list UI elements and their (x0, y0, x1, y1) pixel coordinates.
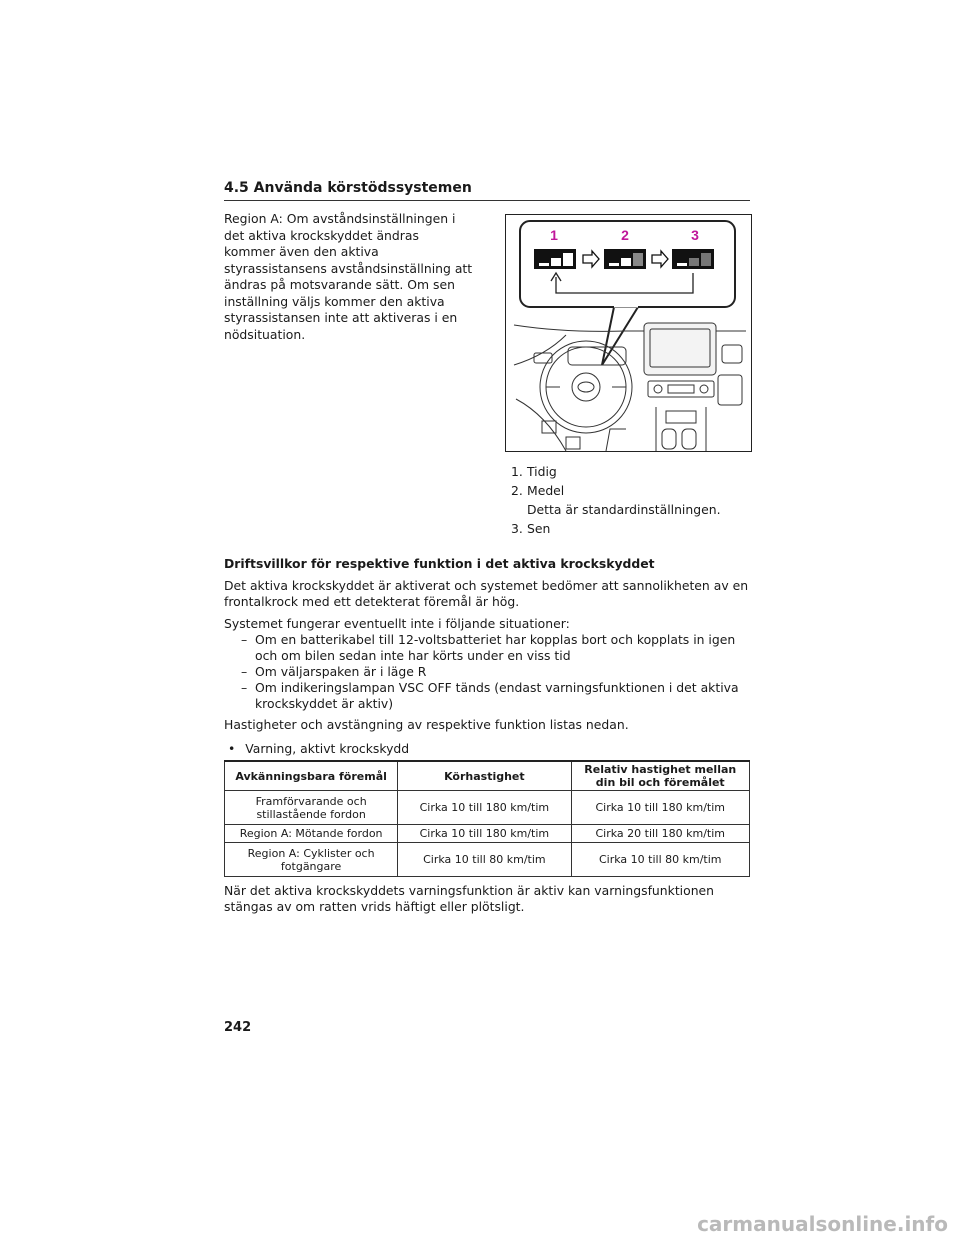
speed-table (224, 760, 750, 877)
list-note: Detta är standardinställningen. (527, 502, 721, 517)
bullet-mark: • (228, 741, 236, 756)
list-label: Tidig (527, 464, 557, 479)
table-header-cell: Körhastighet (398, 761, 571, 791)
list-label: Medel (527, 483, 565, 498)
intro-paragraph: Region A: Om avståndsinställningen i det aktiva krockskyddet ändras kommer även den aktiva styrassistansens avståndsinställning att ändras på motsvarande sätt. Om sen inställning väljs kommer den aktiva styrassistansen inte att aktiveras i en nödsituation. (224, 211, 473, 342)
table-cell: Cirka 10 till 180 km/tim (571, 791, 750, 825)
figure-label-3: 3 (691, 227, 699, 243)
table-cell: Cirka 10 till 80 km/tim (571, 843, 750, 877)
list-item-text: Om indikeringslampan VSC OFF tänds (endast varningsfunktionen i det aktiva krockskyddet är aktiv) (255, 680, 739, 711)
dashboard-illustration (505, 214, 752, 452)
table-header-row (225, 761, 750, 791)
list-item (241, 664, 741, 680)
dashboard-drawing (506, 215, 751, 451)
list-item (241, 632, 741, 664)
dash-mark: – (241, 680, 248, 695)
table-cell: Cirka 10 till 180 km/tim (398, 791, 571, 825)
conditions-paragraph-3: Hastigheter och avstängning av respektive funktion listas nedan. (224, 717, 629, 732)
list-item (241, 680, 741, 712)
table-cell: Cirka 10 till 180 km/tim (398, 825, 571, 843)
table-row (225, 825, 750, 843)
list-label: Sen (527, 521, 551, 536)
figure-label-1: 1 (550, 227, 558, 243)
figure-label-2: 2 (621, 227, 629, 243)
table-cell: Region A: Cyklister och fotgängare (225, 843, 398, 877)
closing-paragraph: När det aktiva krockskyddets varningsfunktion är aktiv kan varningsfunktionen stängas av om ratten vrids häftigt eller plötsligt. (224, 883, 715, 914)
dash-mark: – (241, 632, 248, 647)
table-cell: Region A: Mötande fordon (225, 825, 398, 843)
watermark: carmanualsonline.info (697, 1212, 948, 1236)
table-row (225, 843, 750, 877)
distance-setting-2-icon (604, 249, 646, 269)
table-row (225, 791, 750, 825)
bullet-text: Varning, aktivt krockskydd (245, 741, 410, 756)
list-item-text: Om väljarspaken är i läge R (255, 664, 427, 679)
section-divider (224, 200, 750, 201)
distance-setting-1-icon (534, 249, 576, 269)
list-item (511, 519, 721, 538)
table-cell: Framförvarande och stillastående fordon (225, 791, 398, 825)
list-item (511, 462, 721, 481)
list-number: 1. (511, 464, 523, 479)
conditions-list (241, 632, 741, 712)
list-item (511, 481, 721, 500)
table-header-cell: Relativ hastighet mellan din bil och föremålet (571, 761, 750, 791)
distance-setting-3-icon (672, 249, 714, 269)
subsection-heading: Driftsvillkor för respektive funktion i det aktiva krockskyddet (224, 556, 655, 571)
list-item-text: Om en batterikabel till 12-voltsbatteriet har kopplas bort och kopplats in igen och om bilen sedan inte har körts under en viss tid (255, 632, 736, 663)
section-title: 4.5 Använda körstödssystemen (224, 180, 472, 196)
dashboard-line-art (514, 323, 746, 451)
dash-mark: – (241, 664, 248, 679)
table-header-cell: Avkänningsbara föremål (225, 761, 398, 791)
conditions-paragraph-2: Systemet fungerar eventuellt inte i följande situationer: (224, 616, 570, 631)
conditions-paragraph-1: Det aktiva krockskyddet är aktiverat och systemet bedömer att sannolikheten av en frontalkrock med ett detekterat föremål är hög. (224, 578, 749, 609)
setting-list (511, 462, 721, 538)
bullet-item (228, 741, 754, 757)
table-cell: Cirka 20 till 180 km/tim (571, 825, 750, 843)
list-number: 3. (511, 521, 523, 536)
list-number: 2. (511, 483, 523, 498)
table-cell: Cirka 10 till 80 km/tim (398, 843, 571, 877)
page-number: 242 (224, 1020, 252, 1035)
